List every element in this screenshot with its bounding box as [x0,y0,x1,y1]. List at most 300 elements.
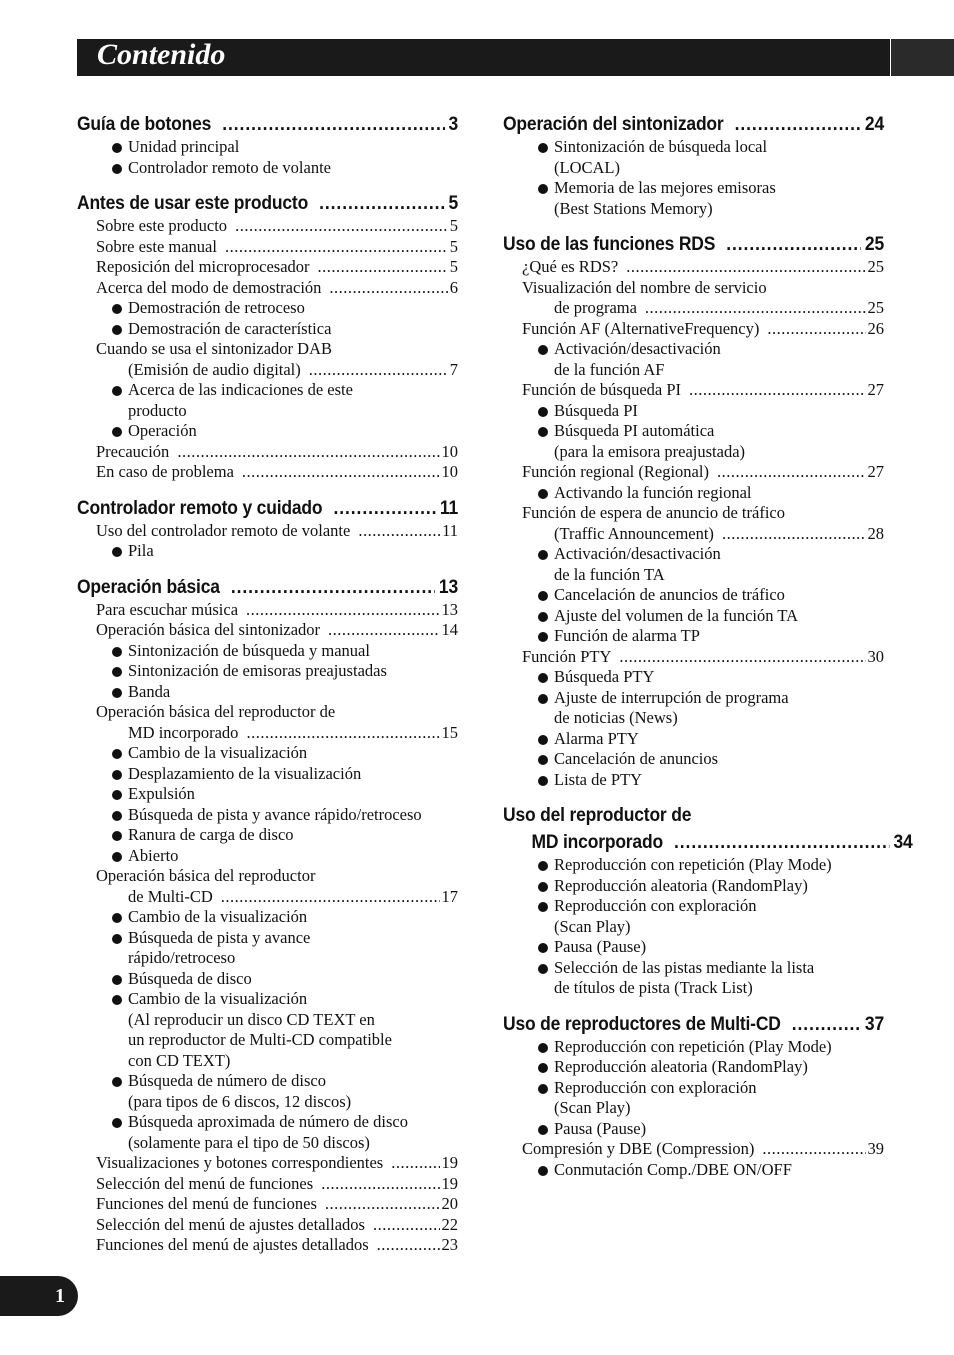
bullet-text: Desplazamiento de la visualización [128,763,362,783]
bullet-icon [112,1118,122,1128]
dot-leader [792,1011,862,1038]
bullet-text: Búsqueda aproximada de número de disco [128,1112,408,1131]
entry-page-number: 5 [449,257,458,276]
toc-bullet-item[interactable] [503,483,884,504]
entry-text: Función de espera de anuncio de tráfico [522,503,785,522]
toc-entry[interactable] [77,600,458,621]
bullet-text: Ajuste del volumen de la función TA [554,605,798,625]
toc-bullet-item[interactable] [503,688,884,729]
bullet-text: Cambio de la visualización [128,989,308,1008]
section-items [503,855,884,999]
section-heading-text: MD incorporado [531,832,663,853]
toc-bullet-item[interactable] [77,907,458,928]
bullet-icon [538,550,548,560]
bullet-icon [538,143,548,153]
entry-page-number: 25 [867,257,884,276]
dot-leader [689,380,865,401]
toc-section [77,574,458,1256]
toc-bullet-item[interactable] [77,928,458,969]
bullet-text: con CD TEXT) [128,1050,231,1070]
bullet-text: Búsqueda PTY [554,667,655,686]
toc-entry[interactable] [77,216,458,237]
section-heading-text: Controlador remoto y cuidado [77,497,323,519]
entry-text: de Multi-CD [128,886,213,906]
entry-text: Visualización del nombre de servicio [522,277,767,297]
entry-page-number: 10 [441,462,458,481]
toc-bullet-item[interactable] [503,401,884,422]
toc-bullet-item[interactable] [77,421,458,442]
section-heading-text: Operación del sintonizador [503,114,724,135]
bullet-icon [538,882,548,892]
entry-text: (Emisión de audio digital) [128,359,301,379]
section-heading-text: Antes de usar este producto [77,193,309,214]
bullet-text: Alarma PTY [554,728,639,748]
bullet-text: Búsqueda de número de disco [128,1071,326,1090]
toc-right-column [503,111,913,1180]
bullet-text: de la función TA [554,564,665,584]
toc-bullet-item[interactable] [77,743,458,764]
bullet-text: de la función AF [554,359,665,379]
bullet-text: (Scan Play) [554,916,631,936]
toc-bullet-item[interactable] [77,641,458,662]
bullet-text: Sintonización de búsqueda local [554,137,768,156]
bullet-text: Búsqueda PI [554,400,638,420]
entry-page-number: 7 [449,359,458,379]
bullet-icon [538,427,548,437]
entry-page-number: 27 [867,380,884,399]
bullet-text: Sintonización de búsqueda y manual [128,640,370,660]
bullet-text: Activación/desactivación [554,544,721,563]
toc-bullet-item[interactable] [503,544,884,585]
toc-entry[interactable] [503,1139,884,1160]
toc-bullet-item[interactable] [503,606,884,627]
entry-page-number: 14 [441,620,458,639]
bullet-icon [538,591,548,601]
entry-text: Precaución [96,441,170,461]
section-items [77,137,458,178]
entry-text: Selección del menú de funciones [96,1173,314,1193]
entry-text: Funciones del menú de ajustes detallados [96,1235,369,1254]
dot-leader [235,216,448,237]
bullet-text: (para tipos de 6 discos, 12 discos) [128,1091,352,1111]
toc-bullet-item[interactable] [77,682,458,703]
bullet-icon [538,1043,548,1053]
bullet-icon [112,386,122,396]
entry-text: Compresión y DBE (Compression) [522,1139,755,1158]
entry-text: (Traffic Announcement) [554,523,714,543]
toc-section [503,111,884,219]
page-number: 1 [55,1285,65,1307]
section-heading-line [503,802,884,829]
bullet-text: Sintonización de emisoras preajustadas [128,661,387,680]
toc-entry[interactable] [77,278,458,299]
section-page-number: 25 [864,234,885,255]
bullet-icon [538,964,548,974]
section-items [503,257,884,790]
toc-bullet-item[interactable] [503,421,884,462]
bullet-text: Acerca de las indicaciones de este [128,380,353,399]
bullet-text: (Best Stations Memory) [554,198,713,218]
bullet-text: Abierto [128,845,179,865]
toc-bullet-item[interactable] [77,1071,458,1112]
toc-bullet-item[interactable] [503,339,884,380]
bullet-icon [112,749,122,759]
bullet-text: Función de alarma TP [554,626,700,645]
bullet-icon [538,489,548,499]
bullet-icon [112,934,122,944]
dot-leader [318,257,448,278]
toc-entry[interactable] [77,1215,458,1236]
bullet-text: Búsqueda de pista y avance [128,927,311,947]
dot-leader [645,298,866,319]
bullet-icon [538,755,548,765]
bullet-text: Reproducción con exploración [554,896,757,915]
section-heading[interactable] [503,231,884,258]
dot-leader [231,574,435,601]
toc-section [77,111,458,178]
entry-page-number: 22 [441,1214,458,1234]
dot-leader [377,1235,440,1256]
bullet-icon [538,735,548,745]
bullet-icon [112,913,122,923]
toc-entry[interactable] [77,1194,458,1215]
bullet-icon [538,1125,548,1135]
toc-bullet-item[interactable] [77,137,458,158]
bullet-icon [538,861,548,871]
entry-page-number: 17 [441,886,458,906]
bullet-icon [112,164,122,174]
bullet-text: Reproducción con repetición (Play Mode) [554,855,832,874]
toc-section [503,802,913,999]
toc-entry[interactable] [77,257,458,278]
bullet-text: Reproducción con repetición (Play Mode) [554,1036,832,1056]
toc-entry[interactable] [77,462,458,483]
dot-leader [717,462,866,483]
entry-page-number: 28 [867,523,884,543]
bullet-icon [112,547,122,557]
toc-entry[interactable] [503,503,884,524]
toc-bullet-item[interactable] [77,969,458,990]
bullet-icon [538,345,548,355]
toc-bullet-item[interactable] [503,137,884,178]
section-heading[interactable] [77,495,458,522]
bullet-text: Búsqueda de disco [128,968,252,988]
toc-bullet-item[interactable] [503,876,884,897]
entry-text: de programa [554,298,637,317]
bullet-text: Lista de PTY [554,769,642,789]
toc-bullet-item[interactable] [503,178,884,219]
entry-text: MD incorporado [128,722,239,742]
entry-page-number: 10 [441,441,458,461]
section-heading-text: Guía de botones [77,114,212,135]
toc-bullet-item[interactable] [77,1112,458,1153]
dot-leader [674,829,890,856]
bullet-text: Selección de las pistas mediante la lista [554,957,815,977]
bullet-text: Conmutación Comp./DBE ON/OFF [554,1159,792,1179]
bullet-text: Ranura de carga de disco [128,825,294,844]
toc-entry[interactable] [77,237,458,258]
bullet-icon [538,407,548,417]
section-items [77,216,458,483]
entry-text: Sobre este producto [96,216,228,235]
toc-bullet-item[interactable] [77,784,458,805]
bullet-text: Cancelación de anuncios [554,749,719,768]
bullet-text: Unidad principal [128,137,240,156]
section-page-number: 5 [448,193,459,214]
bullet-text: Búsqueda PI automática [554,421,715,440]
bullet-icon [538,1084,548,1094]
toc-section [503,231,884,790]
toc-entry[interactable] [503,257,884,278]
bullet-icon [112,852,122,862]
bullet-icon [112,143,122,153]
bullet-icon [112,790,122,800]
entry-page-number: 15 [441,722,458,742]
toc-bullet-item[interactable] [503,1119,884,1140]
bullet-text: Demostración de retroceso [128,298,305,317]
entry-page-number: 19 [441,1173,458,1193]
entry-text: Operación básica del reproductor de [96,702,336,721]
bullet-icon [112,811,122,821]
toc-bullet-item[interactable] [77,989,458,1071]
toc-entry[interactable] [77,702,458,723]
toc-bullet-item[interactable] [503,1037,884,1058]
toc-section [77,495,458,562]
toc-bullet-item[interactable] [77,541,458,562]
dot-leader [333,495,436,522]
toc-entry[interactable] [77,1174,458,1195]
toc-bullet-item[interactable] [503,937,884,958]
toc-entry[interactable] [77,521,458,542]
toc-entry[interactable] [77,442,458,463]
dot-leader [221,887,440,908]
bullet-icon [112,304,122,314]
page-number-tab [0,1276,78,1316]
bullet-text: de noticias (News) [554,708,678,727]
bullet-icon [112,831,122,841]
dot-leader [325,1194,440,1215]
entry-page-number: 19 [441,1153,458,1172]
dot-leader [762,1139,865,1160]
entry-text: Sobre este manual [96,236,217,256]
bullet-text: Reproducción aleatoria (RandomPlay) [554,875,808,895]
toc-bullet-item[interactable] [503,667,884,688]
bullet-text: Activación/desactivación [554,339,721,358]
bullet-text: Ajuste de interrupción de programa [554,687,789,707]
bullet-icon [112,427,122,437]
bullet-icon [112,667,122,677]
dot-leader [726,231,861,258]
bullet-icon [112,975,122,985]
bullet-icon [538,673,548,683]
bullet-icon [538,902,548,912]
entry-text: Visualizaciones y botones correspondientes [96,1153,384,1172]
section-heading[interactable] [77,190,458,217]
entry-page-number: 20 [441,1194,458,1213]
toc-entry[interactable] [77,620,458,641]
section-heading[interactable] [503,1011,884,1038]
bullet-text: Memoria de las mejores emisoras [554,178,776,197]
section-heading[interactable] [503,111,884,138]
toc-bullet-item[interactable] [503,1160,884,1181]
bullet-icon [538,612,548,622]
toc-entry[interactable] [77,866,458,887]
toc-entry[interactable] [503,462,884,483]
toc-entry-continuation[interactable] [77,360,458,381]
toc-entry[interactable] [77,1153,458,1174]
entry-page-number: 27 [867,462,884,481]
toc-bullet-item[interactable] [77,380,458,421]
bullet-icon [112,325,122,335]
toc-entry[interactable] [503,380,884,401]
bullet-text: rápido/retroceso [128,948,236,967]
toc-bullet-item[interactable] [503,855,884,876]
toc-entry-continuation[interactable] [77,723,458,744]
section-items [77,521,458,562]
toc-bullet-item[interactable] [77,298,458,319]
toc-bullet-item[interactable] [77,846,458,867]
entry-page-number: 13 [441,599,458,619]
dot-leader [242,462,440,483]
section-heading-text: Uso de reproductores de Multi-CD [503,1013,781,1035]
bullet-text: Pausa (Pause) [554,937,647,956]
bullet-icon [538,1063,548,1073]
toc-bullet-item[interactable] [77,825,458,846]
bullet-text: Activando la función regional [554,482,752,502]
bullet-icon [112,995,122,1005]
bullet-text: Búsqueda de pista y avance rápido/retroceso [128,804,422,824]
toc-bullet-item[interactable] [77,805,458,826]
toc-entry[interactable] [503,647,884,668]
dot-leader [328,620,439,641]
bullet-text: Banda [128,681,171,701]
toc-section [77,190,458,483]
bullet-icon [538,1166,548,1176]
bullet-icon [538,184,548,194]
dot-leader [321,1174,439,1195]
section-heading-text: Uso de las funciones RDS [503,234,716,255]
bullet-text: (solamente para el tipo de 50 discos) [128,1132,370,1152]
bullet-text: Pila [128,541,154,560]
dot-leader [626,257,865,278]
entry-text: Función PTY [522,646,612,666]
toc-bullet-item[interactable] [503,1057,884,1078]
entry-page-number: 39 [867,1139,884,1158]
section-page-number: 3 [448,114,459,135]
entry-page-number: 6 [449,277,458,297]
bullet-text: Demostración de característica [128,318,332,338]
bullet-icon [112,770,122,780]
section-page-number: 37 [864,1013,885,1035]
entry-text: Uso del controlador remoto de volante [96,520,351,540]
toc-bullet-item[interactable] [77,319,458,340]
bullet-text: Operación [128,421,197,440]
bullet-text: Cambio de la visualización [128,743,308,762]
entry-text: Cuando se usa el sintonizador DAB [96,339,333,358]
section-heading[interactable] [77,111,458,138]
toc-bullet-item[interactable] [503,585,884,606]
section-heading[interactable] [77,574,458,601]
entry-text: Operación básica del reproductor [96,866,316,885]
bullet-text: Controlador remoto de volante [128,157,331,177]
dot-leader [722,524,866,545]
dot-leader [225,237,448,258]
section-heading-text: Uso del reproductor de [503,805,692,826]
bullet-text: Pausa (Pause) [554,1118,647,1138]
entry-text: Operación básica del sintonizador [96,620,321,639]
toc-entry-continuation[interactable] [503,524,884,545]
bullet-text: (para la emisora preajustada) [554,441,746,461]
section-items [503,137,884,219]
dot-leader [735,111,862,138]
toc-bullet-item[interactable] [503,958,884,999]
section-items [503,1037,884,1181]
bullet-icon [112,647,122,657]
toc-bullet-item[interactable] [77,661,458,682]
section-heading[interactable] [503,829,913,856]
toc-bullet-item[interactable] [503,729,884,750]
toc-entry[interactable] [77,339,458,360]
entry-text: Reposición del microprocesador [96,257,310,276]
section-heading-text: Operación básica [77,576,220,598]
toc-bullet-item[interactable] [503,626,884,647]
toc-bullet-item[interactable] [503,896,884,937]
bullet-text: Cambio de la visualización [128,907,308,926]
bullet-icon [538,776,548,786]
toc-entry[interactable] [503,278,884,299]
entry-text: Funciones del menú de funciones [96,1194,317,1213]
bullet-icon [112,688,122,698]
entry-text: Para escuchar música [96,599,239,619]
bullet-text: Reproducción con exploración [554,1077,757,1097]
dot-leader [309,360,448,381]
toc-bullet-item[interactable] [77,764,458,785]
toc-entry[interactable] [503,319,884,340]
entry-page-number: 25 [867,298,884,317]
section-page-number: 24 [864,114,885,135]
bullet-icon [112,1077,122,1087]
dot-leader [619,647,865,668]
section-page-number: 11 [439,497,459,519]
title-bar-end-block [891,39,954,76]
toc-entry-continuation[interactable] [77,887,458,908]
entry-text: Función regional (Regional) [522,462,709,481]
toc-entry[interactable] [77,1235,458,1256]
page-title: Contenido [97,38,226,71]
toc-bullet-item[interactable] [503,770,884,791]
entry-page-number: 30 [867,646,884,666]
entry-text: ¿Qué es RDS? [522,257,619,276]
bullet-text: de títulos de pista (Track List) [554,978,753,997]
entry-page-number: 26 [867,318,884,338]
bullet-text: (Al reproducir un disco CD TEXT en [128,1009,375,1029]
entry-text: Función AF (AlternativeFrequency) [522,318,760,338]
bullet-icon [538,632,548,642]
toc-bullet-item[interactable] [503,1078,884,1119]
bullet-text: un reproductor de Multi-CD compatible [128,1030,392,1049]
toc-bullet-item[interactable] [77,158,458,179]
dot-leader [373,1215,440,1236]
dot-leader [222,111,445,138]
toc-entry-continuation[interactable] [503,298,884,319]
toc-bullet-item[interactable] [503,749,884,770]
entry-page-number: 5 [449,236,458,256]
bullet-text: Reproducción aleatoria (RandomPlay) [554,1057,808,1076]
bullet-text: producto [128,400,187,420]
entry-text: Función de búsqueda PI [522,380,682,399]
bullet-text: Expulsión [128,784,195,803]
dot-leader [358,521,440,542]
